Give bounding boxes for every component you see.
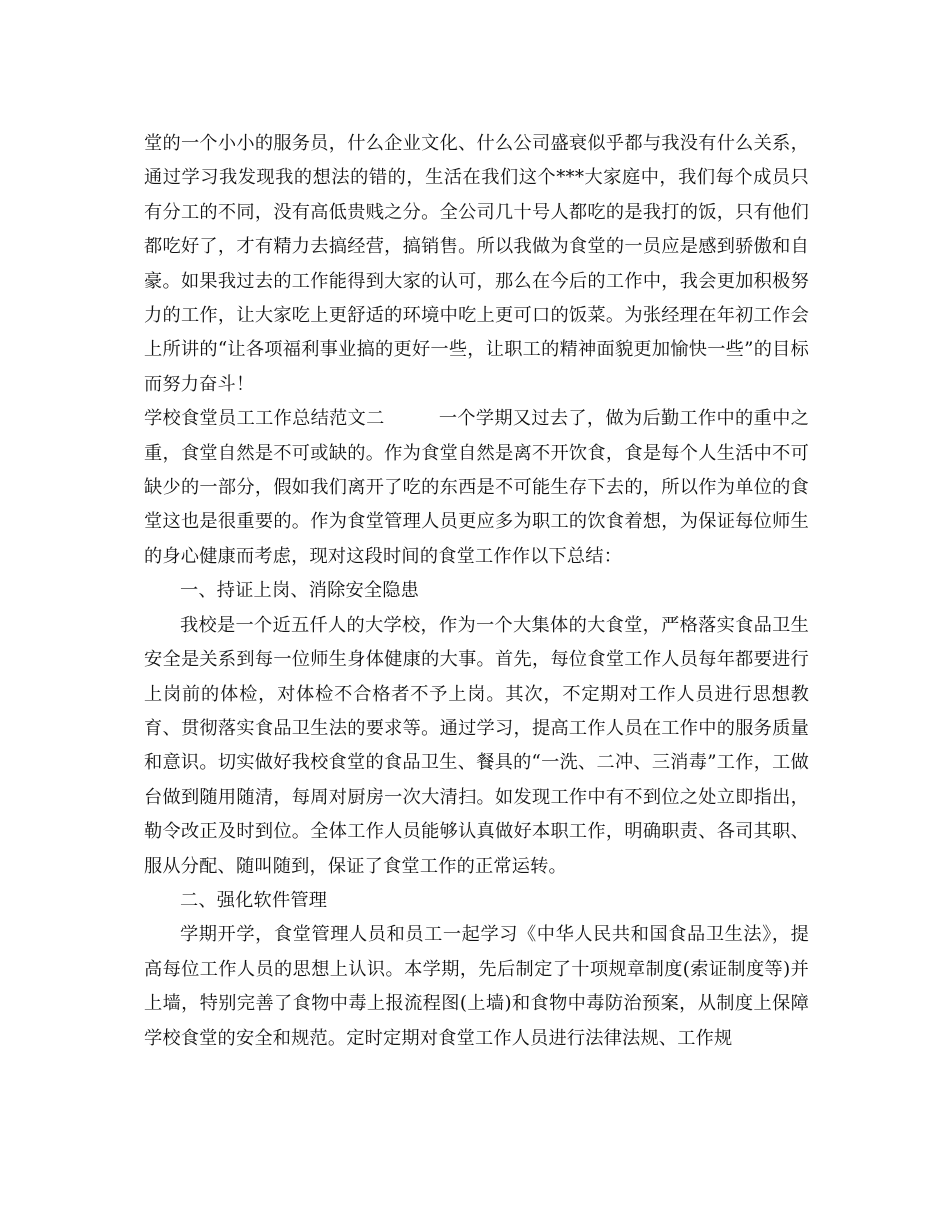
section-title-line [144,402,809,574]
section-title: 学校食堂员工工作总结范文二 [144,408,385,430]
heading-1: 一、持证上岗、消除安全隐患 [180,580,420,602]
document-body [144,127,809,1056]
continuation-paragraph: 堂的一个小小的服务员，什么企业文化、什么公司盛衰似乎都与我没有什么关系，通过学习我发现我的想法的错的，生活在我们这个***大家庭中，我们每个成员只有分工的不同，没有高低贵贱之分。全公司几十号人都吃的是我打的饭，只有他们都吃好了，才有精力去搞经营，搞销售。所以我做为食堂的一员应是感到骄傲和自豪。如果我过去的工作能得到大家的认可，那么在今后的工作中，我会更加积极努力的工作，让大家吃上更舒适的环境中吃上更可口的饭菜。为张经理在年初工作会上所讲的“让各项福利事业搞的更好一些，让职工的精神面貌更加愉快一些”的目标而努力奋斗！ [144,133,809,395]
paragraph-2: 学期开学，食堂管理人员和员工一起学习《中华人民共和国食品卫生法》，提高每位工作人员的思想上认识。本学期，先后制定了十项规章制度(索证制度等)并上墙，特别完善了食物中毒上报流程图(上墙)和食物中毒防治预案，从制度上保障学校食堂的安全和规范。定时定期对食堂工作人员进行法律法规、工作规 [144,924,809,1049]
intro-paragraph: 一个学期又过去了，做为后勤工作中的重中之重，食堂自然是不可或缺的。作为食堂自然是离不开饮食，食是每个人生活中不可缺少的一部分，假如我们离开了吃的东西是不可能生存下去的，所以作为单位的食堂这也是很重要的。作为食堂管理人员更应多为职工的饮食着想，为保证每位师生的身心健康而考虑，现对这段时间的食堂工作作以下总结： [144,408,809,567]
paragraph-1: 我校是一个近五仟人的大学校，作为一个大集体的大食堂，严格落实食品卫生安全是关系到每一位师生身体健康的大事。首先，每位食堂工作人员每年都要进行上岗前的体检，对体检不合格者不予上岗。其次，不定期对工作人员进行思想教育、贯彻落实食品卫生法的要求等。通过学习，提高工作人员在工作中的服务质量和意识。切实做好我校食堂的食品卫生、餐具的“一洗、二冲、三消毒”工作，工做台做到随用随清，每周对厨房一次大清扫。如发现工作中有不到位之处立即指出，勒令改正及时到位。全体工作人员能够认真做好本职工作，明确职责、各司其职、服从分配、随叫随到，保证了食堂工作的正常运转。 [144,614,809,877]
heading-2: 二、强化软件管理 [180,889,328,911]
